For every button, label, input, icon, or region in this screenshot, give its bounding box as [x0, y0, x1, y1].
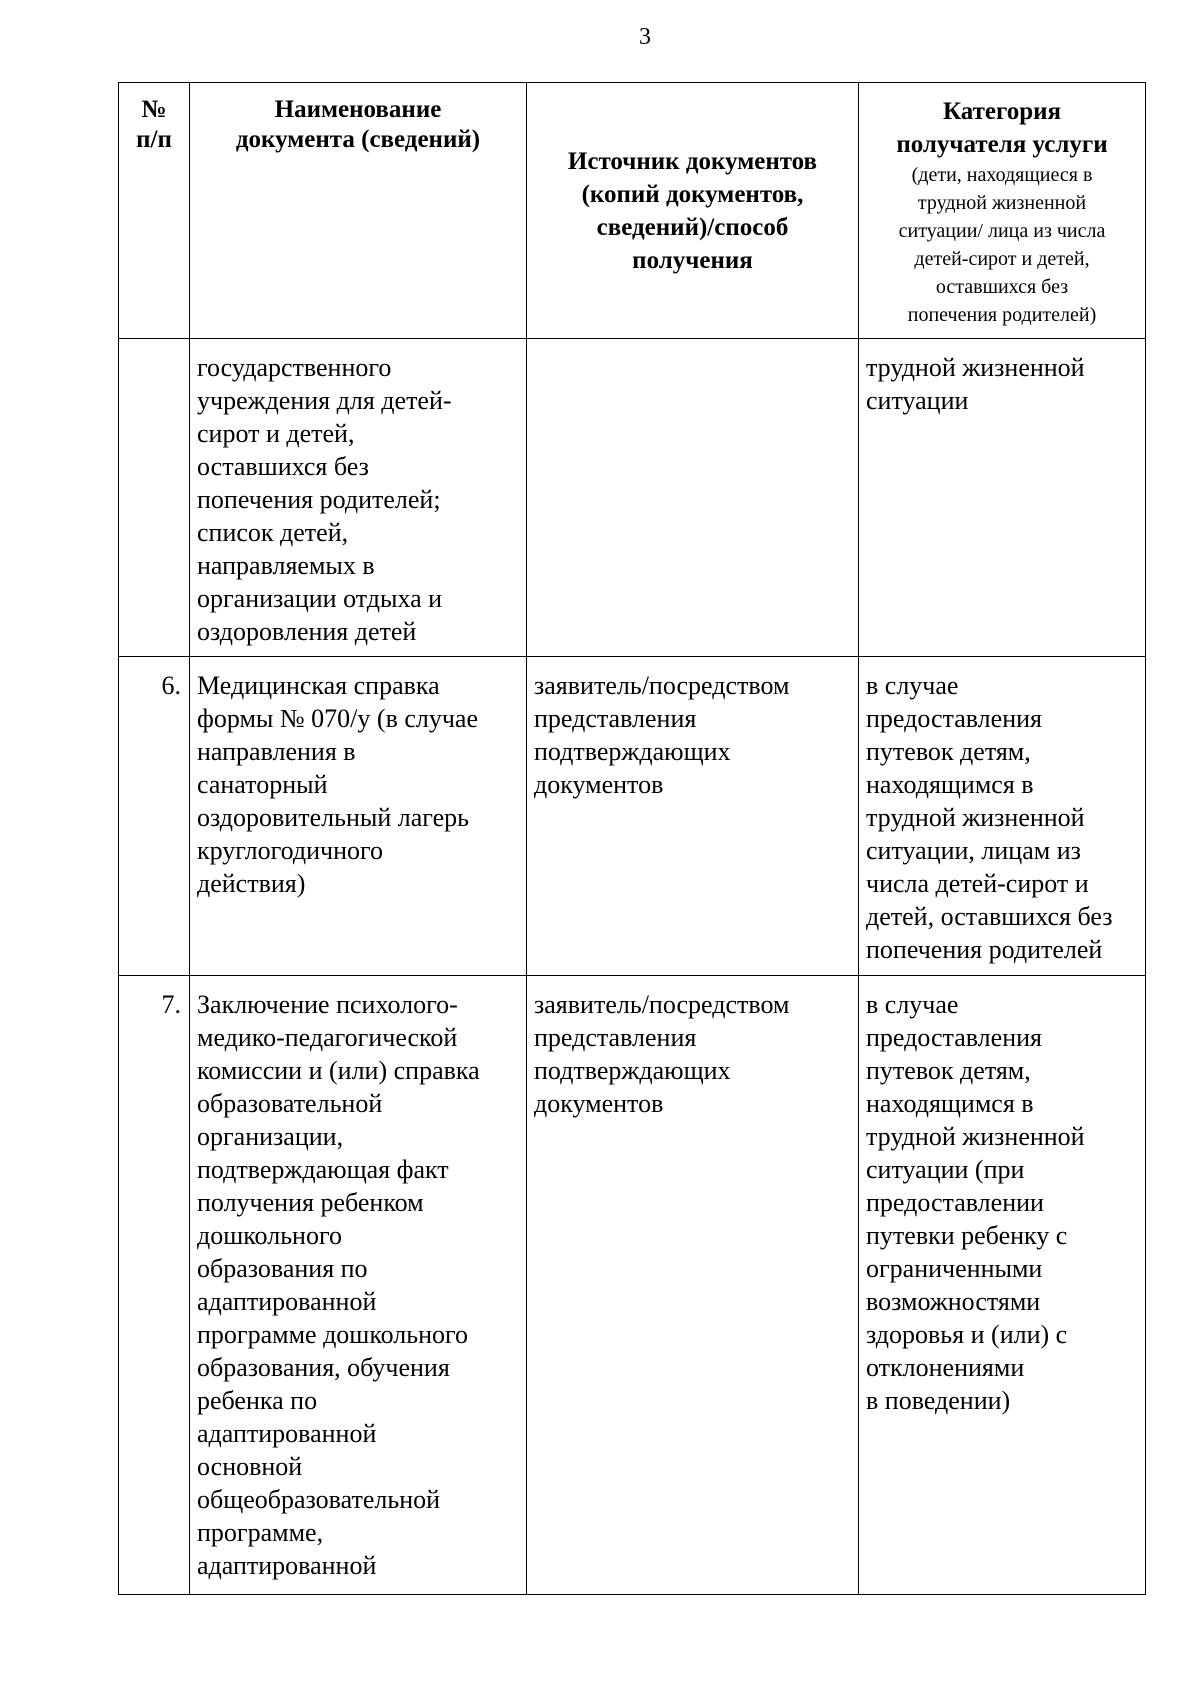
documents-table — [118, 82, 1146, 1595]
header-category-subtitle: (дети, находящиеся в трудной жизненной ситуации/ лица из числа детей-сирот и детей, оставшихся без попечения родителей) — [898, 164, 1106, 326]
header-source — [527, 83, 859, 339]
row-source: заявитель/посредством представления подтверждающих документов — [534, 671, 790, 799]
row-category: в случае предоставления путевок детям, находящимся в трудной жизненной ситуации (при предоставлении путевки ребенку с ограниченными возможностями здоровья и (или) с отклонениями в поведении) — [866, 990, 1085, 1415]
page-number: 3 — [639, 24, 651, 50]
row-source — [527, 339, 858, 351]
row-document-name: Медицинская справка формы № 070/у (в случае направления в санаторный оздоровительный лагерь круглогодичного действия) — [197, 671, 479, 898]
header-source-label: Источник документов (копий документов, сведений)/способ получения — [567, 148, 818, 274]
row-source: заявитель/посредством представления подтверждающих документов — [534, 990, 790, 1118]
row-number: 6. — [161, 671, 181, 700]
header-document-name — [190, 83, 527, 339]
table-header-row — [119, 83, 1146, 339]
row-category: в случае предоставления путевок детям, находящимся в трудной жизненной ситуации, лицам из числа детей-сирот и детей, оставшихся без попечения родителей — [866, 671, 1113, 964]
row-category: трудной жизненной ситуации — [866, 353, 1085, 415]
header-number-label: № п/п — [136, 96, 172, 153]
header-document-name-label: Наименование документа (сведений) — [235, 96, 481, 153]
table-row — [119, 339, 1146, 657]
header-number — [119, 83, 190, 339]
row-number — [119, 339, 189, 351]
row-document-name: Заключение психолого- медико-педагогической комиссии и (или) справка образовательной организации, подтверждающая факт получения ребенком дошкольного образования по адаптированной программе дошкольного образования, обучения ребенка по адаптированной основной общеобразовательной программе, адаптированной — [197, 990, 480, 1580]
table-row — [119, 657, 1146, 976]
row-number: 7. — [161, 990, 181, 1019]
row-document-name: государственного учреждения для детей- сирот и детей, оставшихся без попечения родителей; список детей, направляемых в организации отдыха и оздоровления детей — [197, 353, 452, 646]
header-category — [859, 83, 1146, 339]
header-category-title: Категория получателя услуги — [896, 98, 1108, 158]
table-row — [119, 976, 1146, 1595]
